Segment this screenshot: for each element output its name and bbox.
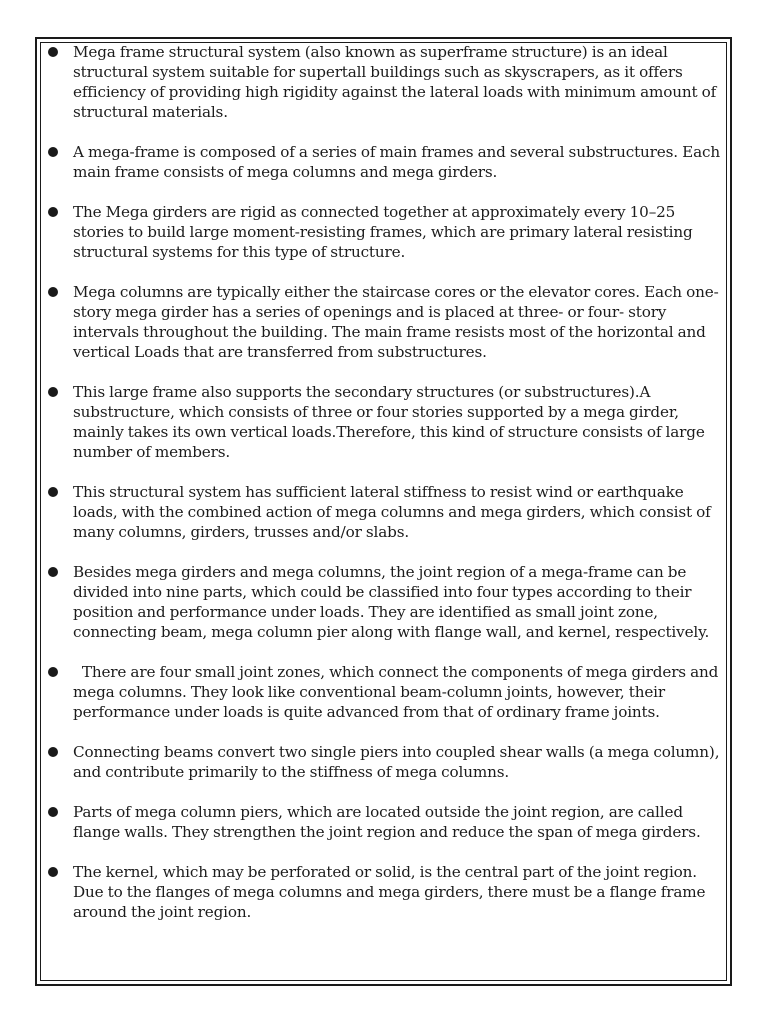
bullet-text: There are four small joint zones, which connect the components of mega girders and mega columns. They look like conventional beam-column joints, however, their performance under loads is quite advanced from that of ordinary frame joints. bbox=[73, 663, 723, 721]
bullet-item-3 bbox=[46, 202, 726, 262]
bullet-text: This structural system has sufficient lateral stiffness to resist wind or earthquake loads, with the combined action of mega columns and mega girders, which consist of many columns, girders, trusses and/or slabs. bbox=[73, 483, 711, 541]
bullet-dot-icon bbox=[48, 867, 58, 877]
bullet-text: Connecting beams convert two single piers into coupled shear walls (a mega column), and contribute primarily to the stiffness of mega columns. bbox=[73, 743, 720, 781]
bullet-text: Besides mega girders and mega columns, the joint region of a mega-frame can be divided into nine parts, which could be classified into four types according to their position and performance under loads. They are identified as small joint zone, connecting beam, mega column pier along with flange wall, and kernel, respectively. bbox=[73, 563, 710, 641]
bullet-dot-icon bbox=[48, 567, 58, 577]
bullet-item-11 bbox=[46, 862, 726, 922]
bullet-dot-icon bbox=[48, 387, 58, 397]
bullet-item-9 bbox=[46, 742, 726, 782]
bullet-dot-icon bbox=[48, 807, 58, 817]
bullet-item-1 bbox=[46, 42, 726, 122]
bullet-dot-icon bbox=[48, 147, 58, 157]
bullet-item-8 bbox=[46, 662, 726, 722]
bullet-text: The Mega girders are rigid as connected together at approximately every 10–25 stories to build large moment-resisting frames, which are primary lateral resisting structural systems for this type of structure. bbox=[73, 203, 693, 261]
bullet-item-10 bbox=[46, 802, 726, 842]
bullet-text: The kernel, which may be perforated or solid, is the central part of the joint region. Due to the flanges of mega columns and mega girders, there must be a flange frame around the joint region. bbox=[73, 863, 706, 921]
document-body bbox=[46, 42, 726, 942]
bullet-item-2 bbox=[46, 142, 726, 182]
bullet-list bbox=[46, 42, 726, 922]
bullet-dot-icon bbox=[48, 747, 58, 757]
bullet-dot-icon bbox=[48, 667, 58, 677]
bullet-text: Parts of mega column piers, which are located outside the joint region, are called flange walls. They strengthen the joint region and reduce the span of mega girders. bbox=[73, 803, 701, 841]
bullet-dot-icon bbox=[48, 487, 58, 497]
bullet-dot-icon bbox=[48, 287, 58, 297]
bullet-text: Mega frame structural system (also known as superframe structure) is an ideal structural system suitable for supertall buildings such as skyscrapers, as it offers efficiency of providing high rigidity against the lateral loads with minimum amount of structural materials. bbox=[73, 43, 717, 121]
bullet-item-6 bbox=[46, 482, 726, 542]
bullet-item-5 bbox=[46, 382, 726, 462]
bullet-item-7 bbox=[46, 562, 726, 642]
bullet-dot-icon bbox=[48, 207, 58, 217]
bullet-item-4 bbox=[46, 282, 726, 362]
bullet-text: This large frame also supports the secondary structures (or substructures).A substructure, which consists of three or four stories supported by a mega girder, mainly takes its own vertical loads.Therefore, this kind of structure consists of large number of members. bbox=[73, 383, 705, 461]
bullet-text: A mega-frame is composed of a series of main frames and several substructures. Each main frame consists of mega columns and mega girders. bbox=[73, 143, 720, 181]
bullet-dot-icon bbox=[48, 47, 58, 57]
bullet-text: Mega columns are typically either the staircase cores or the elevator cores. Each one-story mega girder has a series of openings and is placed at three- or four- story intervals throughout the building. The main frame resists most of the horizontal and vertical Loads that are transferred from substructures. bbox=[73, 283, 719, 361]
